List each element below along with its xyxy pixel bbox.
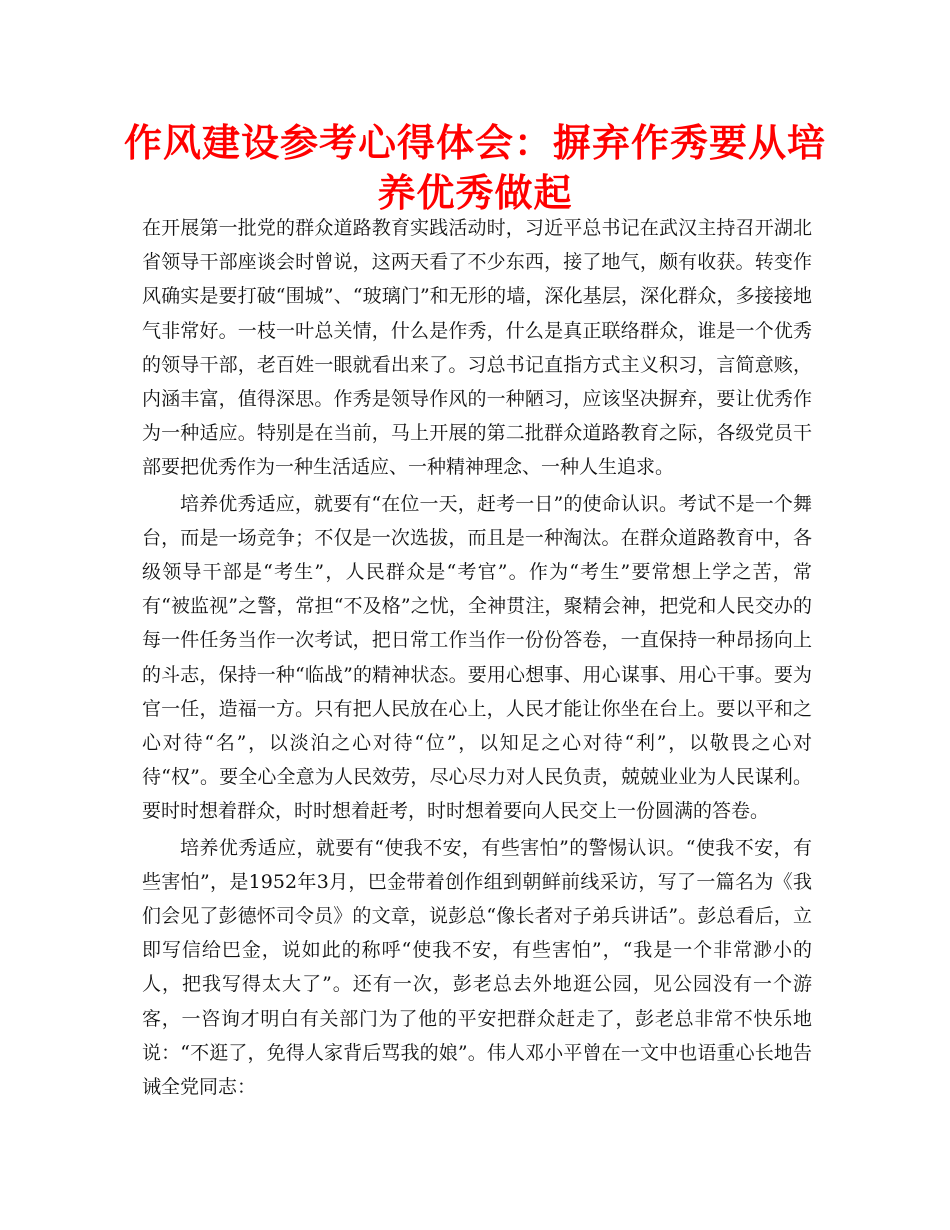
document-body	[142, 211, 812, 1106]
document-title: 作风建设参考心得体会：摒弃作秀要从培养优秀做起	[123, 121, 826, 215]
paragraph-2: 培养优秀适应，就要有“在位一天，赶考一日”的使命认识。考试不是一个舞台，而是一场竞争；不仅是一次选拔，而且是一种淘汰。在群众道路教育中，各级领导干部是“考生”，人民群众是“考官”。作为“考生”要常想上学之苦，常有“被监视”之警，常担“不及格”之忧，全神贯注，聚精会神，把党和人民交办的每一件任务当作一次考试，把日常工作当作一份份答卷，一直保持一种昂扬向上的斗志，保持一种“临战”的精神状态。要用心想事、用心谋事、用心干事。要为官一任，造福一方。只有把人民放在心上，人民才能让你坐在台上。要以平和之心对待“名”，以淡泊之心对待“位”，以知足之心对待“利”，以敬畏之心对待“权”。要全心全意为人民效劳，尽心尽力对人民负责，兢兢业业为人民谋利。要时时想着群众，时时想着赶考，时时想着要向人民交上一份圆满的答卷。	[142, 492, 812, 823]
paragraph-3: 培养优秀适应，就要有“使我不安，有些害怕”的警惕认识。“使我不安，有些害怕”，是1952年3月，巴金带着创作组到朝鲜前线采访，写了一篇名为《我们会见了彭德怀司令员》的文章，说彭总“像长者对子弟兵讲话”。彭总看后，立即写信给巴金，说如此的称呼“使我不安，有些害怕”，“我是一个非常渺小的人，把我写得太大了”。还有一次，彭老总去外地逛公园，见公园没有一个游客，一咨询才明白有关部门为了他的平安把群众赶走了，彭老总非常不快乐地说：“不逛了，免得人家背后骂我的娘”。伟人邓小平曾在一文中也语重心长地告诫全党同志：	[142, 836, 812, 1099]
paragraph-1: 在开展第一批党的群众道路教育实践活动时，习近平总书记在武汉主持召开湖北省领导干部座谈会时曾说，这两天看了不少东西，接了地气，颇有收获。转变作风确实是要打破“围城”、“玻璃门”和无形的墙，深化基层，深化群众，多接接地气非常好。一枝一叶总关情，什么是作秀，什么是真正联络群众，谁是一个优秀的领导干部，老百姓一眼就看出来了。习总书记直指方式主义积习，言简意赅，内涵丰富，值得深思。作秀是领导作风的一种陋习，应该坚决摒弃，要让优秀作为一种适应。特别是在当前，马上开展的第二批群众道路教育之际，各级党员干部要把优秀作为一种生活适应、一种精神理念、一种人生追求。	[142, 217, 812, 479]
